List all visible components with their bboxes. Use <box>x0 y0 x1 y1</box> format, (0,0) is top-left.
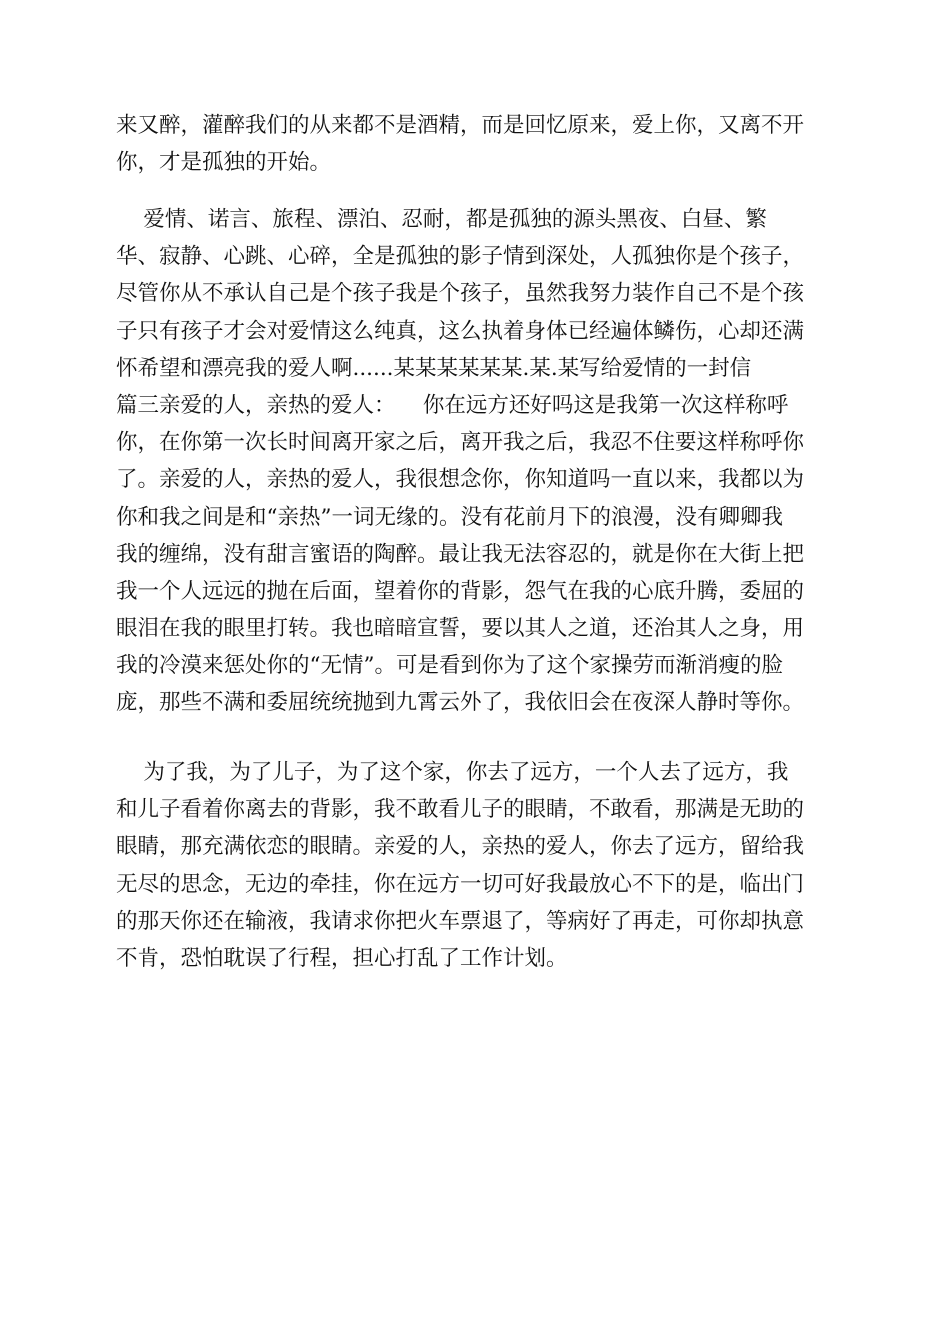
paragraph-line: 无尽的思念，无边的牵挂，你在远方一切可好我最放心不下的是，临出门 <box>116 871 805 897</box>
paragraph-line: 不肯，恐怕耽误了行程，担心打乱了工作计划。 <box>116 945 568 971</box>
paragraph-line: 我一个人远远的抛在后面，望着你的背影，怨气在我的心底升腾，委屈的 <box>116 578 805 604</box>
paragraph-line: 眼泪在我的眼里打转。我也暗暗宣誓，要以其人之道，还治其人之身，用 <box>116 616 805 642</box>
paragraph-1 <box>116 107 832 181</box>
paragraph-2 <box>116 201 832 722</box>
paragraph-3 <box>116 754 832 977</box>
paragraph-line: 庞，那些不满和委屈统统抛到九霄云外了，我依旧会在夜深人静时等你。 <box>116 690 805 716</box>
paragraph-line: 篇三亲爱的人，亲热的爱人： 你在远方还好吗这是我第一次这样称呼 <box>116 392 789 418</box>
paragraph-line: 子只有孩子才会对爱情这么纯真，这么执着身体已经遍体鳞伤，心却还满 <box>116 318 805 344</box>
paragraph-line: 和儿子看着你离去的背影，我不敢看儿子的眼睛，不敢看，那满是无助的 <box>116 797 805 823</box>
paragraph-line: 我的冷漠来惩处你的“无情”。可是看到你为了这个家操劳而渐消瘦的脸 <box>116 653 783 679</box>
paragraph-line: 我的缠绵，没有甜言蜜语的陶醉。最让我无法容忍的，就是你在大街上把 <box>116 541 805 567</box>
paragraph-line: 尽管你从不承认自己是个孩子我是个孩子，虽然我努力装作自己不是个孩 <box>116 281 805 307</box>
paragraph-line: 为了我，为了儿子，为了这个家，你去了远方，一个人去了远方，我 <box>116 760 789 785</box>
paragraph-line: 你，在你第一次长时间离开家之后，离开我之后，我忍不住要这样称呼你 <box>116 430 805 456</box>
paragraph-line: 华、寂静、心跳、心碎，全是孤独的影子情到深处，人孤独你是个孩子， <box>116 244 805 270</box>
paragraph-line: 来又醉，灌醉我们的从来都不是酒精，而是回忆原来，爱上你，又离不开 <box>116 113 805 138</box>
paragraph-line: 爱情、诺言、旅程、漂泊、忍耐，都是孤独的源头黑夜、白昼、繁 <box>116 207 767 232</box>
paragraph-line: 怀希望和漂亮我的爱人啊......某某某某某某.某.某写给爱情的一封信 <box>116 355 752 381</box>
paragraph-line: 了。亲爱的人，亲热的爱人，我很想念你，你知道吗一直以来，我都以为 <box>116 467 805 493</box>
paragraph-line: 的那天你还在输液，我请求你把火车票退了，等病好了再走，可你却执意 <box>116 908 805 934</box>
paragraph-line: 眼睛，那充满依恋的眼睛。亲爱的人，亲热的爱人，你去了远方，留给我 <box>116 834 805 860</box>
paragraph-line: 你，才是孤独的开始。 <box>116 150 332 176</box>
paragraph-line: 你和我之间是和“亲热”一词无缘的。没有花前月下的浪漫，没有卿卿我 <box>116 504 783 530</box>
